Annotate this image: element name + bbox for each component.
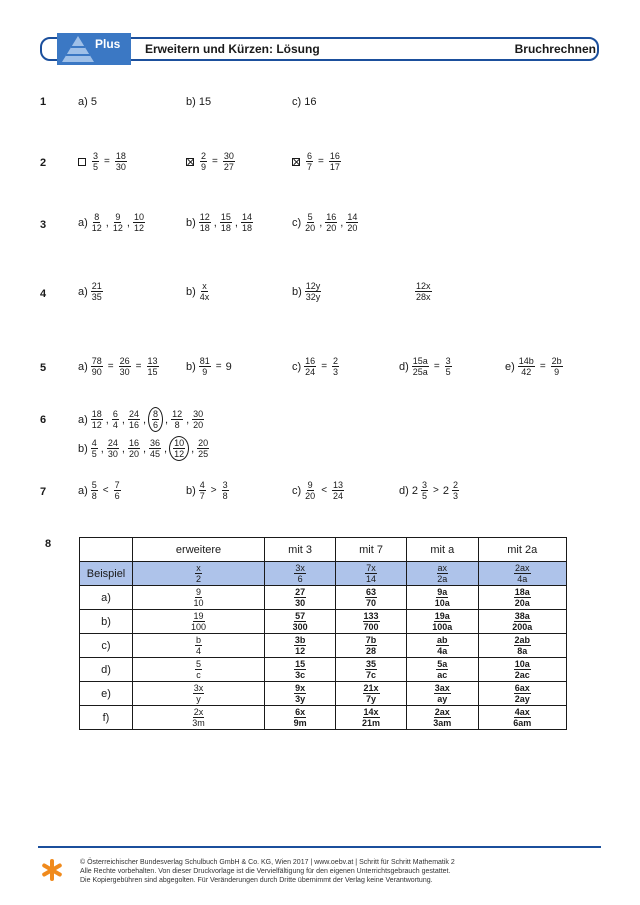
fraction	[434, 683, 451, 704]
fraction	[195, 563, 202, 584]
table-cell	[336, 586, 407, 610]
numerator: 19	[193, 611, 204, 621]
numerator: 9	[196, 587, 202, 597]
table-cell	[407, 610, 479, 634]
fraction	[365, 635, 378, 656]
denominator: 700	[363, 622, 379, 632]
numerator: 9x	[295, 683, 306, 693]
denominator: 14	[366, 574, 377, 584]
numerator: 5a	[437, 659, 448, 669]
denominator: 21m	[362, 718, 381, 728]
fraction	[193, 587, 205, 608]
table-cell	[407, 658, 479, 682]
denominator: 8a	[517, 646, 528, 656]
table-cell	[265, 706, 336, 730]
numerator: 2ax	[434, 707, 450, 717]
numerator: 6ax	[514, 683, 530, 693]
numerator: 4ax	[514, 707, 530, 717]
publisher-star-icon	[40, 858, 64, 882]
task4-c: b) 12y 32y	[292, 281, 321, 302]
task7-b: b) 4 7 > 3 8	[186, 480, 228, 501]
fraction	[365, 659, 377, 680]
denominator: 3c	[295, 670, 306, 680]
numerator: 57	[295, 611, 306, 621]
table-cell	[133, 658, 265, 682]
denominator: 6	[297, 574, 303, 584]
table-cell	[265, 562, 336, 586]
table-corner	[80, 538, 133, 562]
denominator: 9m	[293, 718, 307, 728]
table-cell	[336, 706, 407, 730]
task-number: 4	[40, 288, 47, 300]
fraction	[514, 683, 531, 704]
fraction	[195, 659, 202, 680]
task7-a: a) 5 8 < 7 6	[78, 480, 120, 501]
fraction	[512, 707, 532, 728]
table-cell	[336, 634, 407, 658]
numerator: b	[196, 635, 202, 645]
task2-a: $\frac{3}{5}$ = $\frac{18}{30}$	[78, 151, 128, 172]
task6-a: a) 18 12 , 6 4 , 24 16 , 8 6 , 12 8 , 30 20	[78, 409, 204, 430]
numerator: x	[196, 563, 201, 573]
table-row	[80, 682, 567, 706]
table-cell	[133, 610, 265, 634]
fraction	[190, 611, 207, 632]
task3-a: a) 8 12 , 9 12 , 10 12	[78, 212, 144, 233]
task3-b: b) 12 18 , 15 18 , 14 18	[186, 212, 252, 233]
row-label: a)	[80, 586, 133, 610]
denominator: 2ac	[514, 670, 530, 680]
task4-d: 12x 28x	[416, 281, 431, 302]
denominator: 3y	[295, 694, 306, 704]
table-cell	[478, 706, 566, 730]
denominator: 3m	[192, 718, 205, 728]
numerator: 35	[366, 659, 377, 669]
table-header: mit 3	[265, 538, 336, 562]
table-cell	[478, 586, 566, 610]
denominator: ay	[437, 694, 448, 704]
checkbox-checked-icon	[186, 158, 194, 166]
table-cell	[336, 610, 407, 634]
fraction	[514, 563, 531, 584]
fraction	[365, 563, 377, 584]
checkbox-checked-icon	[292, 158, 300, 166]
denominator: 2a	[437, 574, 448, 584]
task1-c: c) 16	[292, 96, 317, 108]
numerator: 3x	[193, 683, 204, 693]
task-number: 6	[40, 414, 47, 426]
footer-divider	[38, 846, 601, 848]
fraction	[514, 635, 532, 656]
numerator: 2x	[193, 707, 204, 717]
numerator: 3b	[294, 635, 306, 645]
row-label: Beispiel	[80, 562, 133, 586]
numerator: 9a	[437, 587, 448, 597]
table-cell	[265, 610, 336, 634]
task5-d: d) $\frac{15a}{25a}$ = $\frac{3}{5}$	[399, 356, 451, 377]
fraction	[514, 659, 531, 680]
table-cell	[265, 658, 336, 682]
fraction	[436, 659, 448, 680]
table-header: mit 2a	[478, 538, 566, 562]
task2-b: $\frac{2}{9}$ = $\frac{30}{27}$	[186, 151, 236, 172]
triangle-logo-icon	[61, 35, 95, 63]
table-cell	[265, 682, 336, 706]
numerator: 38a	[514, 611, 530, 621]
table-cell	[407, 586, 479, 610]
task5-a: a) $\frac{78}{90}$ = $\frac{26}{30}$ = $\frac{13}{15}$	[78, 356, 158, 377]
footer-line: Alle Rechte vorbehalten. Von dieser Druckvorlage ist die Vervielfältigung für den eigenen Unterrichtsgebrauch gestattet.	[80, 868, 451, 875]
denominator: 30	[295, 598, 306, 608]
row-label: f)	[80, 706, 133, 730]
table-cell	[407, 682, 479, 706]
fraction	[432, 707, 452, 728]
fraction	[294, 587, 306, 608]
logo-text: Plus	[95, 37, 121, 51]
task5-b: b) $\frac{81}{9}$ = 9	[186, 356, 232, 377]
fraction	[292, 611, 309, 632]
table-cell	[407, 706, 479, 730]
numerator: 14x	[363, 707, 379, 717]
task1-a: a) 5	[78, 96, 97, 108]
task5-c: c) $\frac{16}{24}$ = $\frac{2}{3}$	[292, 356, 339, 377]
denominator: 20a	[514, 598, 530, 608]
fraction	[436, 635, 449, 656]
fraction	[365, 587, 377, 608]
fraction	[514, 587, 531, 608]
task3-c: c) 5 20 , 16 20 , 14 20	[292, 212, 358, 233]
table-cell	[133, 586, 265, 610]
table-row	[80, 658, 567, 682]
table-header: mit a	[407, 538, 479, 562]
table-cell	[478, 658, 566, 682]
table-row	[80, 634, 567, 658]
fraction	[363, 683, 380, 704]
table-cell	[336, 682, 407, 706]
footer-line: Die Kopiergebühren sind abgegolten. Für Veränderungen durch Dritte übernimmt der Verlag keine Verantwortung.	[80, 877, 433, 884]
numerator: 2ab	[514, 635, 531, 645]
numerator: ab	[437, 635, 448, 645]
task-number: 3	[40, 219, 47, 231]
task-number: 5	[40, 362, 47, 374]
task-number: 1	[40, 96, 47, 108]
footer-line: © Österreichischer Bundesverlag Schulbuch GmbH & Co. KG, Wien 2017 | www.oebv.at | Schritt für Schritt Mathematik 2	[80, 859, 455, 866]
denominator: 6am	[513, 718, 532, 728]
denominator: 10	[193, 598, 204, 608]
denominator: 4a	[437, 646, 448, 656]
denominator: 4a	[517, 574, 528, 584]
task-number: 7	[40, 486, 47, 498]
numerator: 7b	[365, 635, 377, 645]
denominator: 100a	[432, 622, 453, 632]
numerator: 133	[363, 611, 379, 621]
denominator: 4	[196, 646, 202, 656]
fraction	[191, 707, 206, 728]
table-header: erweitere	[133, 538, 265, 562]
table-row	[80, 586, 567, 610]
numerator: 21x	[363, 683, 379, 693]
footer-text	[80, 858, 455, 885]
fraction	[363, 611, 380, 632]
row-label: c)	[80, 634, 133, 658]
numerator: 7x	[366, 563, 376, 573]
denominator: 12	[295, 646, 306, 656]
denominator: 200a	[512, 622, 533, 632]
circled-answer: 10 12	[169, 436, 189, 461]
denominator: y	[196, 694, 201, 704]
denominator: 300	[292, 622, 308, 632]
task6-b: b) 4 5 , 24 30 , 16 20 , 36 45 , 10 12 , 20 25	[78, 438, 209, 459]
denominator: 3am	[433, 718, 452, 728]
table-cell	[478, 562, 566, 586]
fraction	[434, 587, 451, 608]
table-cell	[133, 562, 265, 586]
numerator: 10a	[514, 659, 530, 669]
checkbox-empty-icon	[78, 158, 86, 166]
table-cell	[478, 610, 566, 634]
denominator: 70	[366, 598, 377, 608]
numerator: 63	[366, 587, 377, 597]
denominator: 2	[196, 574, 202, 584]
denominator: 100	[191, 622, 207, 632]
table-cell	[133, 706, 265, 730]
table-row	[80, 706, 567, 730]
circled-answer: 8 6	[148, 407, 163, 432]
fraction	[294, 635, 307, 656]
task5-e: e) $\frac{14b}{42}$ = $\frac{2b}{9}$	[505, 356, 562, 377]
table-header-row	[80, 538, 567, 562]
fraction	[436, 563, 448, 584]
table-row	[80, 562, 567, 586]
denominator: 28	[366, 646, 377, 656]
numerator: 19a	[434, 611, 450, 621]
fraction	[195, 635, 202, 656]
task4-b: b) x 4x	[186, 281, 210, 302]
numerator: 15	[295, 659, 306, 669]
table-cell	[133, 682, 265, 706]
fraction	[511, 611, 533, 632]
fraction	[293, 707, 308, 728]
topic-label: Bruchrechnen	[514, 42, 596, 56]
denominator: ac	[437, 670, 448, 680]
table-cell	[478, 682, 566, 706]
table-cell	[407, 634, 479, 658]
numerator: 18a	[514, 587, 530, 597]
numerator: 2ax	[515, 563, 530, 573]
table-header: mit 7	[336, 538, 407, 562]
fraction	[431, 611, 453, 632]
task-number: 2	[40, 157, 47, 169]
table-cell	[336, 658, 407, 682]
denominator: c	[196, 670, 201, 680]
denominator: 2ay	[514, 694, 530, 704]
task-number: 8	[45, 538, 52, 550]
fraction	[193, 683, 205, 704]
denominator: 10a	[434, 598, 450, 608]
fraction	[294, 659, 306, 680]
table-cell	[407, 562, 479, 586]
table-cell	[133, 634, 265, 658]
fraction	[294, 563, 306, 584]
numerator: 6x	[295, 707, 306, 717]
numerator: 5	[196, 659, 202, 669]
table-cell	[478, 634, 566, 658]
table-cell	[336, 562, 407, 586]
numerator: 27	[295, 587, 306, 597]
denominator: 7c	[366, 670, 377, 680]
plus-logo	[57, 33, 131, 65]
denominator: 7y	[366, 694, 377, 704]
task7-c: c) 9 20 < 13 24	[292, 480, 344, 501]
expansion-table	[79, 537, 567, 730]
task2-c: $\frac{6}{7}$ = $\frac{16}{17}$	[292, 151, 342, 172]
numerator: 3ax	[434, 683, 450, 693]
row-label: d)	[80, 658, 133, 682]
fraction	[294, 683, 306, 704]
table-cell	[265, 634, 336, 658]
numerator: ax	[437, 563, 448, 573]
page-title: Erweitern und Kürzen: Lösung	[145, 42, 320, 56]
task1-b: b) 15	[186, 96, 212, 108]
row-label: e)	[80, 682, 133, 706]
fraction	[361, 707, 381, 728]
task4-a: a) 21 35	[78, 281, 102, 302]
numerator: 3x	[295, 563, 305, 573]
table-row	[80, 610, 567, 634]
task7-d: d) 2 3 5 > 2 2 3	[399, 480, 458, 501]
table-cell	[265, 586, 336, 610]
row-label: b)	[80, 610, 133, 634]
